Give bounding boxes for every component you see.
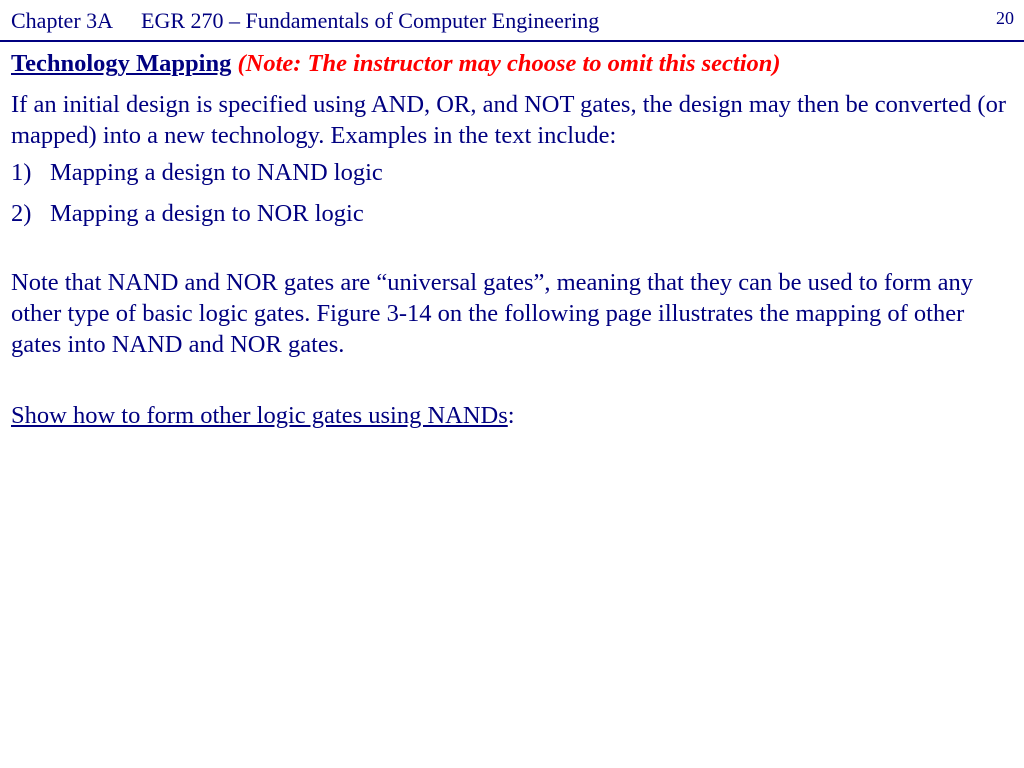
page-number: 20 [996, 8, 1014, 28]
section-heading [11, 48, 1016, 79]
universal-gates-paragraph: Note that NAND and NOR gates are “universal gates”, meaning that they can be used to form any other type of basic logic gates. Figure 3-14 on the following page illustrates the mapping of other gates into NAND and NOR gates. [11, 269, 973, 358]
examples-list [11, 157, 1016, 229]
list-item-number: 1) [11, 159, 32, 186]
header-divider [0, 40, 1024, 42]
section-title: Technology Mapping [11, 50, 232, 77]
intro-paragraph: If an initial design is specified using AND, OR, and NOT gates, the design may then be converted (or mapped) into a new technology. Examples in the text include: [11, 91, 1006, 149]
list-item [11, 157, 1016, 188]
slide-header [11, 8, 599, 34]
list-item-text: Mapping a design to NAND logic [50, 159, 383, 186]
list-item [11, 198, 1016, 229]
course-title: EGR 270 – Fundamentals of Computer Engineering [141, 8, 600, 33]
list-item-text: Mapping a design to NOR logic [50, 200, 364, 227]
instructor-note: (Note: The instructor may choose to omit this section) [237, 50, 781, 77]
task-suffix: : [507, 402, 515, 429]
slide-body [11, 48, 1016, 431]
chapter-label: Chapter 3A [11, 8, 114, 33]
task-prompt [11, 400, 1016, 431]
task-text: Show how to form other logic gates using NANDs [11, 402, 508, 429]
list-item-number: 2) [11, 200, 32, 227]
